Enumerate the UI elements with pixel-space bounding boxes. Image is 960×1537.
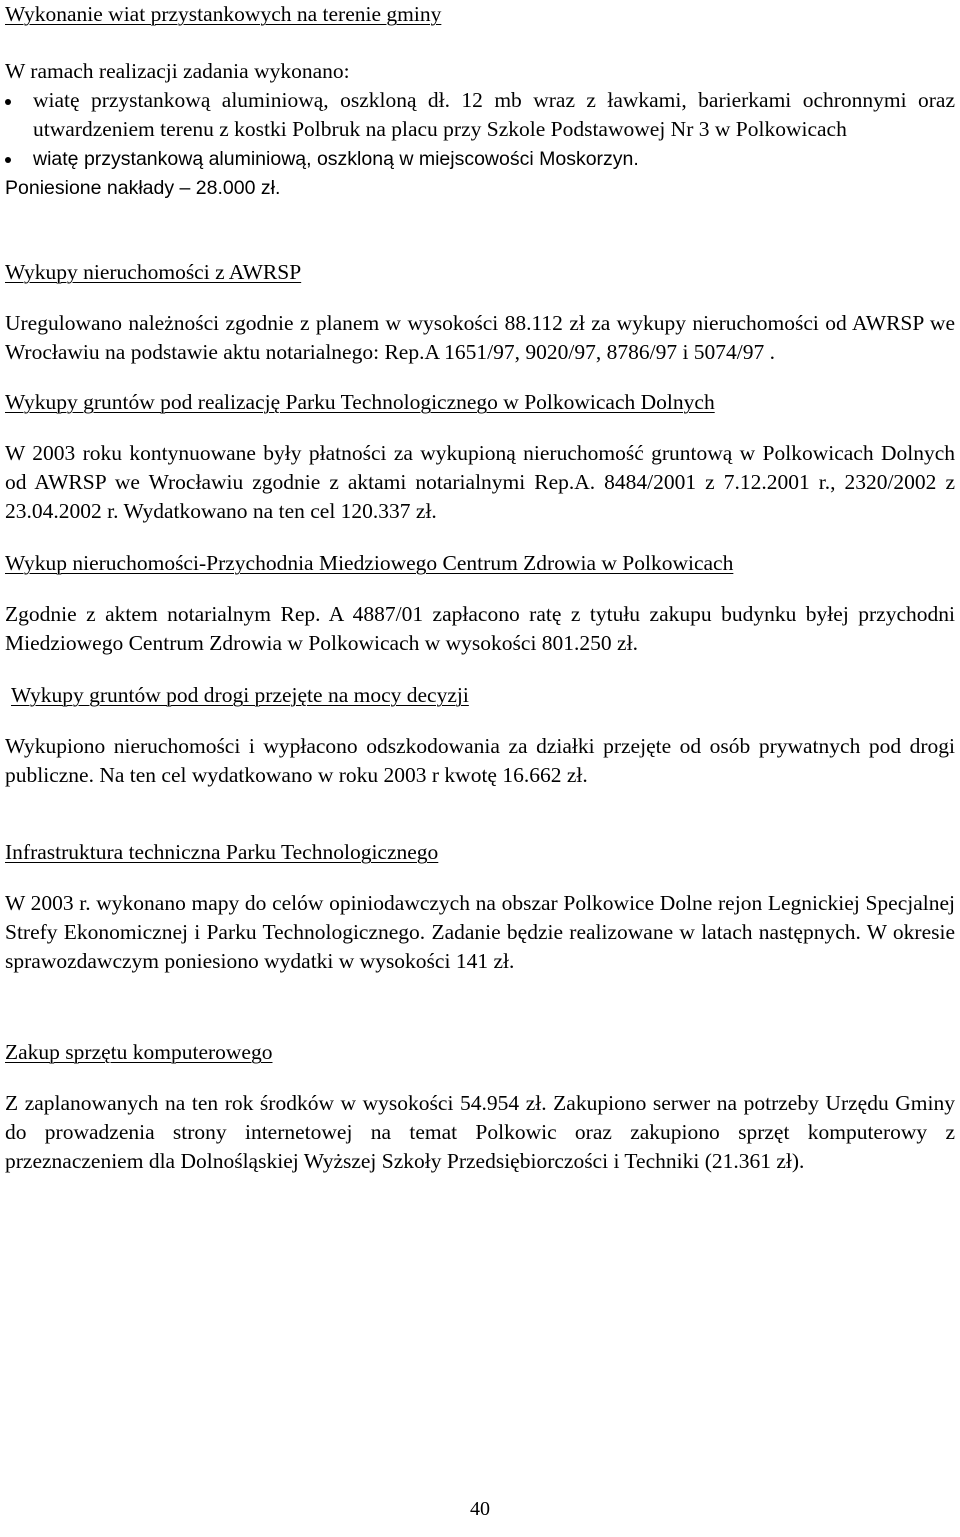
section-body: Z zaplanowanych na ten rok środków w wysokości 54.954 zł. Zakupiono serwer na potrzeby Urzędu Gminy do prowadzenia strony internetowej na temat Polkowic oraz zakupiono sprzęt komputerowy z przeznaczeniem dla Dolnośląskiej Wyższej Szkoły Przedsiębiorczości i Techniki (21.361 zł). [5, 1091, 955, 1173]
section-tech-park-infrastructure [5, 838, 955, 976]
list-item [5, 144, 955, 174]
section-awrsp-purchases [5, 258, 955, 367]
bullet-icon [5, 99, 11, 105]
bullet-icon [5, 157, 11, 163]
section-title: Zakup sprzętu komputerowego [5, 1040, 273, 1064]
section-title: Wykupy nieruchomości z AWRSP [5, 260, 302, 284]
section-title: Wykupy gruntów pod drogi przejęte na mocy decyzji [11, 683, 469, 707]
section-computer-equipment [5, 1038, 955, 1176]
list-item [5, 86, 955, 144]
section-title: Wykonanie wiat przystankowych na terenie gminy [5, 2, 442, 26]
section-title: Wykupy gruntów pod realizację Parku Technologicznego w Polkowicach Dolnych [5, 390, 715, 414]
cost-summary: Poniesione nakłady – 28.000 zł. [5, 177, 281, 199]
section-bus-shelters [5, 0, 955, 203]
section-body: Wykupiono nieruchomości i wypłacono odszkodowania za działki przejęte od osób prywatnych pod drogi publiczne. Na ten cel wydatkowano w roku 2003 r kwotę 16.662 zł. [5, 734, 955, 787]
section-body: W 2003 r. wykonano mapy do celów opiniodawczych na obszar Polkowice Dolne rejon Legnickiej Specjalnej Strefy Ekonomicznej i Parku Technologicznego. Zadanie będzie realizowane w latach następnych. W okresie sprawozdawczym poniesiono wydatki w wysokości 141 zł. [5, 891, 955, 973]
section-body: Zgodnie z aktem notarialnym Rep. A 4887/01 zapłacono ratę z tytułu zakupu budynku byłej przychodni Miedziowego Centrum Zdrowia w Polkowicach w wysokości 801.250 zł. [5, 602, 955, 655]
section-title: Wykup nieruchomości-Przychodnia Miedziowego Centrum Zdrowia w Polkowicach [5, 551, 734, 575]
section-road-land [5, 681, 955, 790]
section-tech-park-land [5, 388, 955, 526]
section-lead: W ramach realizacji zadania wykonano: [5, 59, 350, 83]
section-clinic-purchase [5, 549, 955, 658]
document-page [5, 0, 955, 1176]
section-body: Uregulowano należności zgodnie z planem w wysokości 88.112 zł za wykupy nieruchomości od AWRSP we Wrocławiu na podstawie aktu notarialnego: Rep.A 1651/97, 9020/97, 8786/97 i 5074/97 . [5, 311, 955, 364]
page-number: 40 [470, 1498, 490, 1520]
section-body: W 2003 roku kontynuowane były płatności za wykupioną nieruchomość gruntową w Polkowicach Dolnych od AWRSP we Wrocławiu zgodnie z aktami notarialnymi Rep.A. 8484/2001 z 7.12.2001 r., 2320/2002 z 23.04.2002 r. Wydatkowano na ten cel 120.337 zł. [5, 441, 955, 523]
section-title: Infrastruktura techniczna Parku Technologicznego [5, 840, 439, 864]
bulleted-list [5, 86, 955, 174]
list-item-text: wiatę przystankową aluminiową, oszkloną dł. 12 mb wraz z ławkami, barierkami ochronnymi oraz utwardzeniem terenu z kostki Polbruk na placu przy Szkole Podstawowej Nr 3 w Polkowicach [33, 88, 955, 141]
list-item-text: wiatę przystankową aluminiową, oszkloną w miejscowości Moskorzyn. [33, 148, 639, 170]
